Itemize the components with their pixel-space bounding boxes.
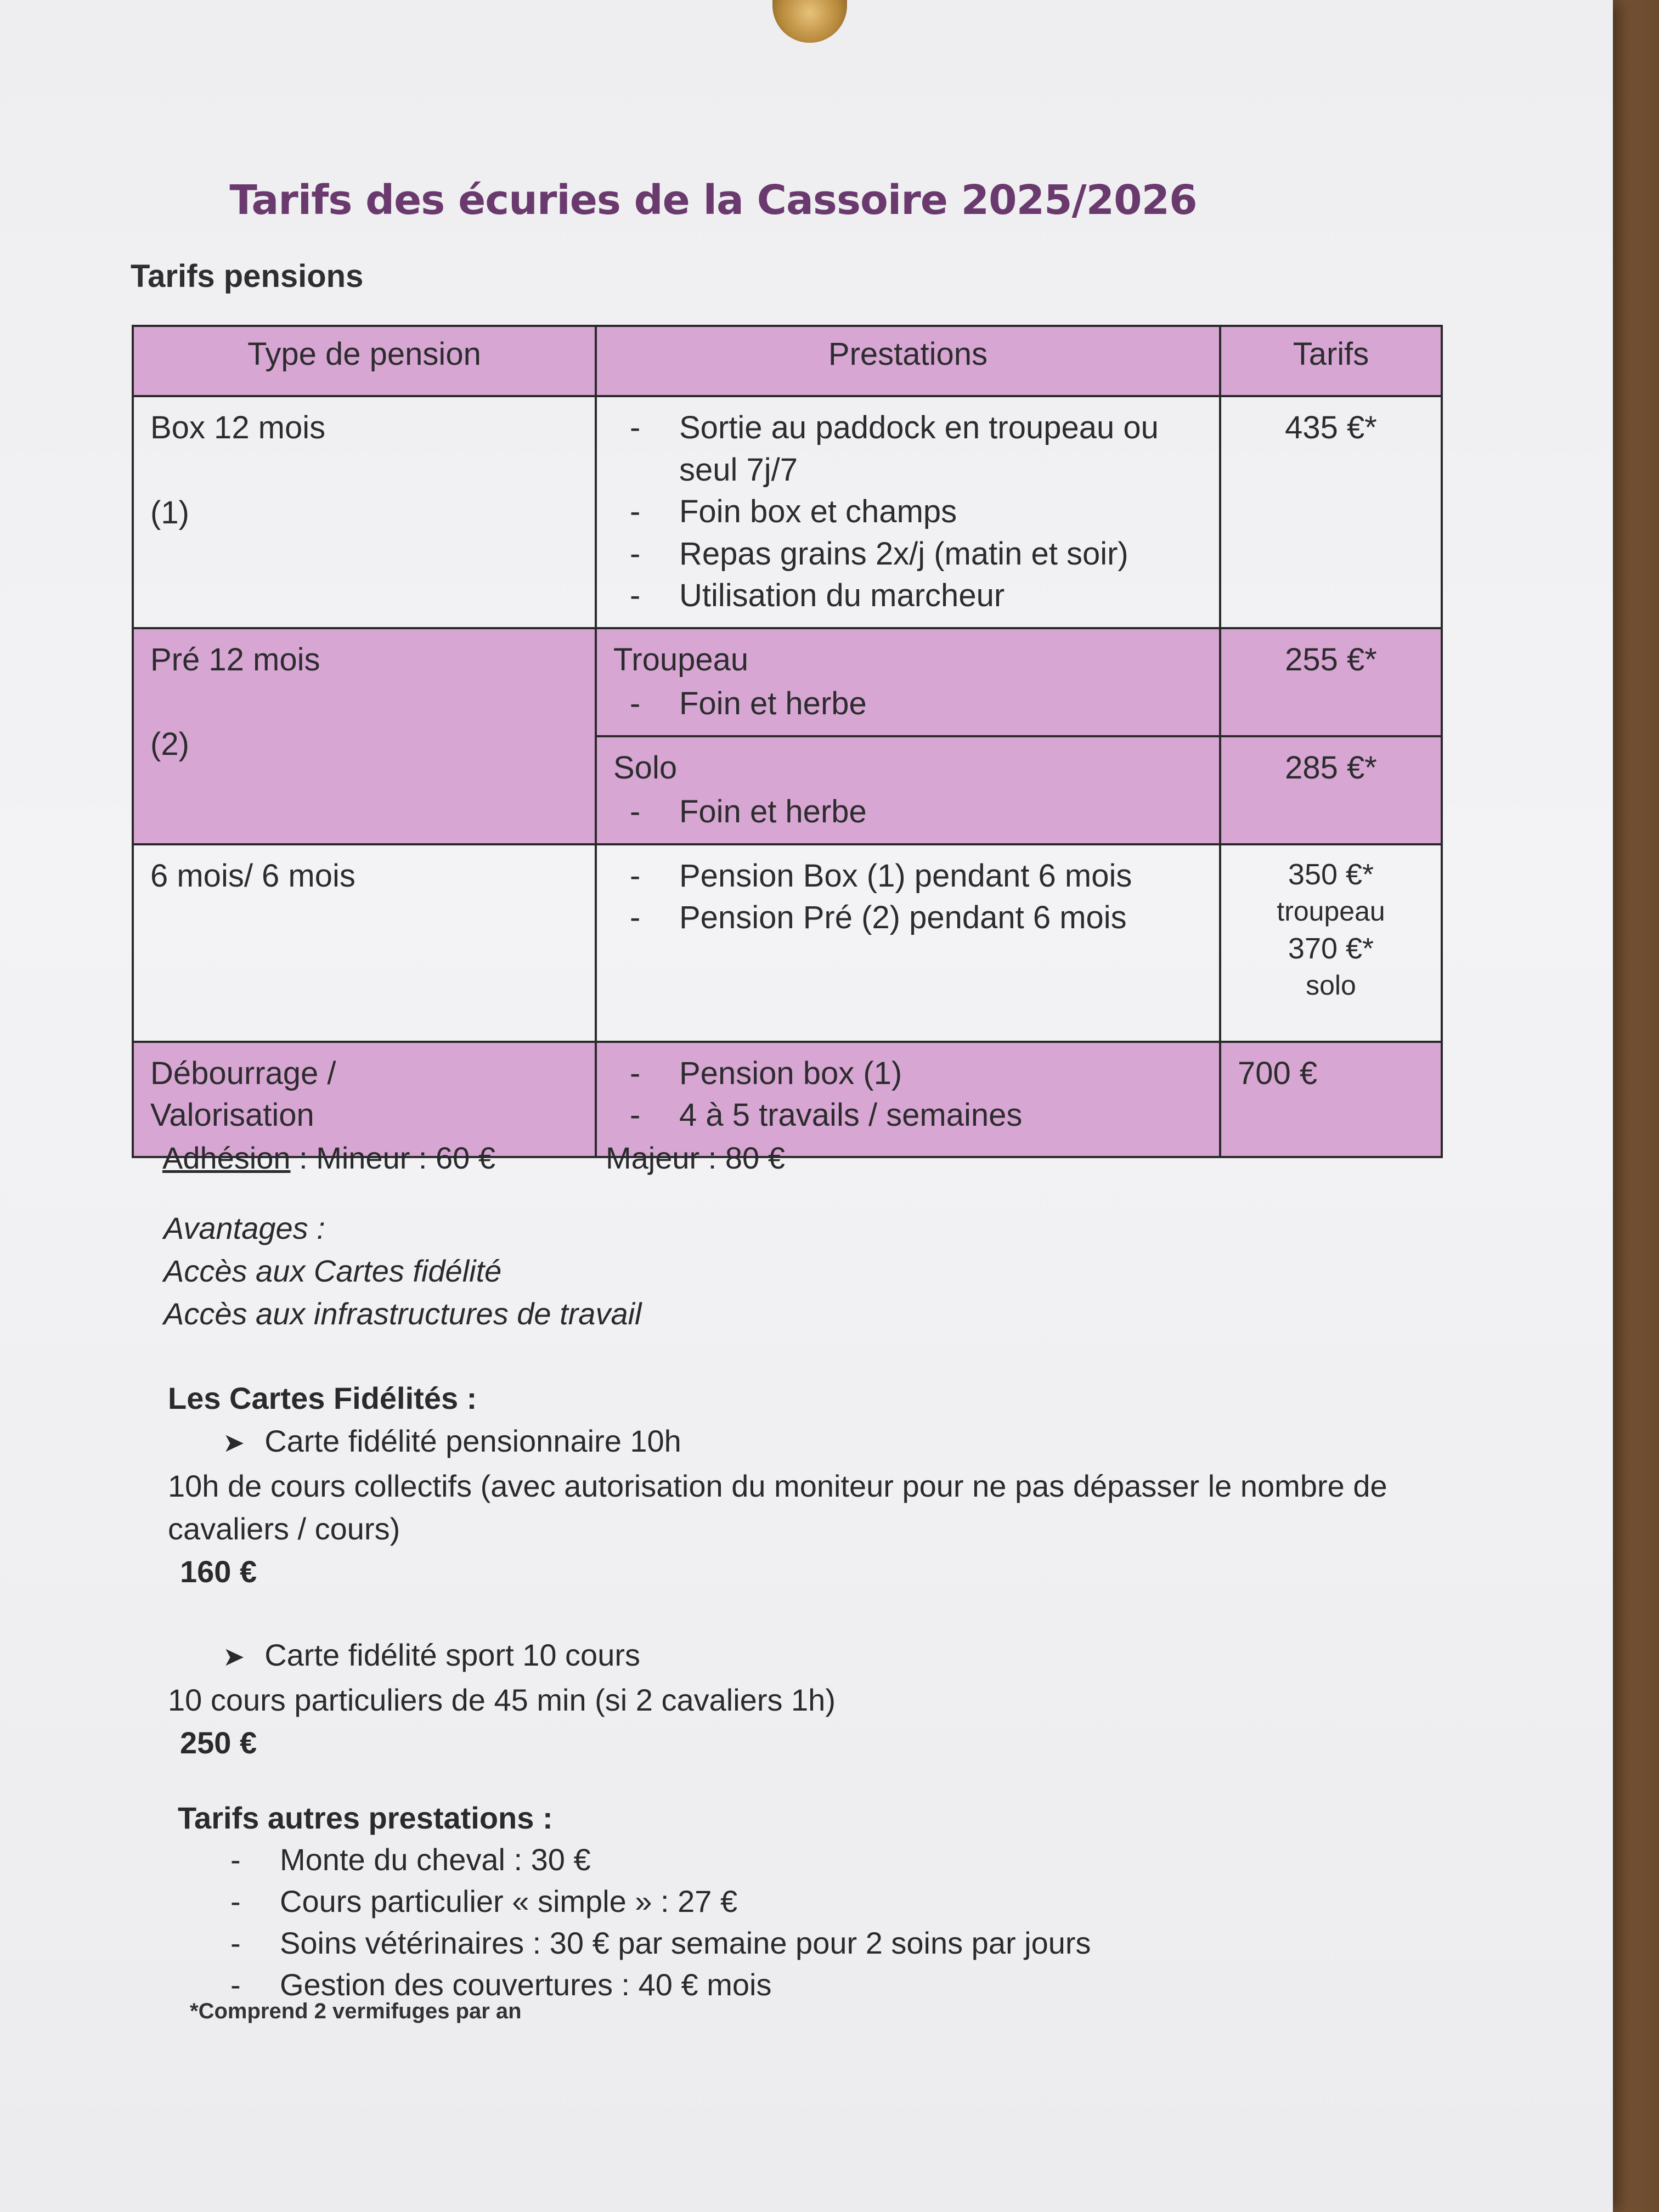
price-debourrage: 700 € bbox=[1220, 1042, 1442, 1157]
card2-name: ➤ Carte fidélité sport 10 cours bbox=[223, 1634, 1430, 1679]
label-solo: Solo bbox=[613, 749, 678, 786]
pushpin-icon bbox=[772, 0, 847, 43]
header-prestations: Prestations bbox=[596, 326, 1220, 396]
price-six-troupeau: 350 €* bbox=[1288, 857, 1374, 891]
list-item: - Foin box et champs bbox=[679, 491, 1203, 533]
autres-block bbox=[178, 1797, 1091, 2006]
prestations-solo bbox=[613, 791, 1203, 833]
price-box: 435 €* bbox=[1220, 396, 1442, 628]
type-pre: Pré 12 mois bbox=[150, 641, 320, 678]
list-item: - Monte du cheval : 30 € bbox=[280, 1839, 1091, 1881]
adhesion-mineur: : Mineur : 60 € bbox=[290, 1141, 496, 1175]
list-item: - Pension Pré (2) pendant 6 mois bbox=[679, 897, 1203, 939]
list-item: - Cours particulier « simple » : 27 € bbox=[280, 1881, 1091, 1922]
adhesion-line bbox=[162, 1140, 785, 1176]
adhesion-majeur: Majeur : 80 € bbox=[606, 1141, 785, 1175]
header-type: Type de pension bbox=[133, 326, 596, 396]
list-item: - Pension Box (1) pendant 6 mois bbox=[679, 855, 1203, 898]
list-item: Accès aux Cartes fidélité bbox=[163, 1254, 502, 1288]
price-solo: 285 €* bbox=[1220, 736, 1442, 844]
avantages-heading: Avantages : bbox=[163, 1211, 325, 1245]
list-item: Accès aux infrastructures de travail bbox=[163, 1296, 642, 1331]
prestations-debourrage bbox=[613, 1053, 1203, 1137]
list-item: - Repas grains 2x/j (matin et soir) bbox=[679, 533, 1203, 575]
ref-pre: (2) bbox=[150, 726, 189, 763]
price-six-troupeau-label: troupeau bbox=[1277, 896, 1385, 927]
price-six-solo: 370 €* bbox=[1288, 932, 1374, 966]
list-item: - Utilisation du marcheur bbox=[679, 575, 1203, 617]
autres-list bbox=[178, 1839, 1091, 2006]
section-title-pensions: Tarifs pensions bbox=[131, 258, 364, 294]
card2-desc: 10 cours particuliers de 45 min (si 2 cavaliers 1h) bbox=[168, 1683, 836, 1717]
pension-table bbox=[132, 325, 1443, 1158]
type-box: Box 12 mois bbox=[150, 410, 326, 445]
card1-desc: 10h de cours collectifs (avec autorisation du moniteur pour ne pas dépasser le nombre de cavaliers / cours) bbox=[168, 1469, 1387, 1546]
adhesion-label: Adhésion bbox=[162, 1141, 291, 1175]
prestations-six bbox=[613, 855, 1203, 939]
prestations-box bbox=[613, 407, 1203, 617]
list-item: - Soins vétérinaires : 30 € par semaine pour 2 soins par jours bbox=[280, 1922, 1091, 1964]
list-item: - Foin et herbe bbox=[679, 683, 1203, 725]
table-header-row bbox=[133, 326, 1442, 396]
cartes-block bbox=[168, 1377, 1430, 1764]
page-title: Tarifs des écuries de la Cassoire 2025/2026 bbox=[229, 177, 1197, 224]
header-tarifs: Tarifs bbox=[1220, 326, 1442, 396]
card2-price: 250 € bbox=[180, 1725, 257, 1760]
table-row-pre-troupeau bbox=[133, 628, 1442, 736]
footnote: *Comprend 2 vermifuges par an bbox=[190, 1999, 522, 2023]
list-item: - Foin et herbe bbox=[679, 791, 1203, 833]
autres-heading: Tarifs autres prestations : bbox=[178, 1801, 553, 1835]
list-item: - Gestion des couvertures : 40 € mois bbox=[280, 1964, 1091, 2006]
cartes-heading: Les Cartes Fidélités : bbox=[168, 1381, 477, 1415]
type-debourrage-line1: Débourrage / bbox=[150, 1055, 336, 1091]
list-item: - 4 à 5 travails / semaines bbox=[679, 1094, 1203, 1137]
type-six: 6 mois/ 6 mois bbox=[133, 844, 596, 1042]
type-debourrage-line2: Valorisation bbox=[150, 1097, 314, 1133]
ref-box: (1) bbox=[150, 494, 189, 531]
label-troupeau: Troupeau bbox=[613, 641, 749, 678]
table-row-box bbox=[133, 396, 1442, 628]
price-six-solo-label: solo bbox=[1306, 970, 1356, 1001]
prestations-troupeau bbox=[613, 683, 1203, 725]
card1-name: ➤ Carte fidélité pensionnaire 10h bbox=[223, 1420, 1430, 1465]
list-item: - Sortie au paddock en troupeau ou seul 7j/7 bbox=[679, 407, 1203, 491]
avantages-block bbox=[163, 1207, 641, 1335]
card1-price: 160 € bbox=[180, 1554, 257, 1589]
list-item: - Pension box (1) bbox=[679, 1053, 1203, 1095]
table-row-six-mois bbox=[133, 844, 1442, 1042]
price-troupeau: 255 €* bbox=[1220, 628, 1442, 736]
